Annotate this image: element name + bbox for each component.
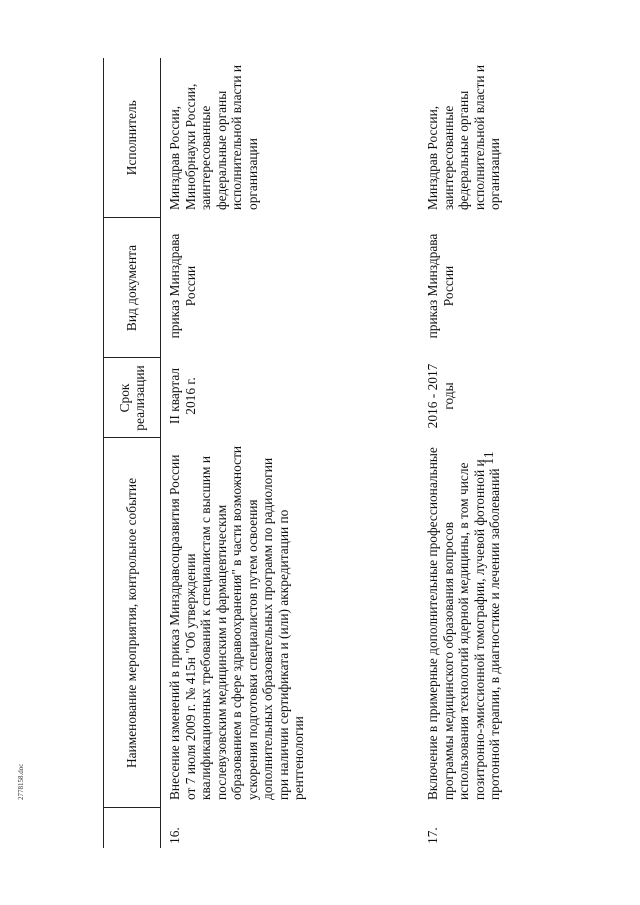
row-executor: Минздрав России, заинтересованные федеральные органы исполнительной власти и организации [425,64,502,210]
row-number: 16. [167,827,182,844]
row-name: Внесение изменений в приказ Минздравсоцразвития России от 7 июля 2009 г. № 415н "Об утверждении квалификационных требований к специалистам с высшим и послевузовским медицинским и фармацевтическим образованием в сфере здравоохранения" в части возможности ускорения подготовки специалистов путем освоения дополнительных образовательных программ по радиологии при наличии сертификата и (или) аккредитации по рентгенологии [167,445,306,800]
events-table [103,58,603,848]
rotated-table-wrapper [103,58,623,848]
page-number: 11 [482,451,497,465]
row-doc: приказ Минздрава России [167,233,198,339]
row-executor: Минздрав России, Минобрнауки России, заинтересованные федеральные органы исполнительной власти и организации [167,64,260,210]
header-term: Срок реализации [104,358,161,438]
row-number: 17. [425,827,440,844]
table-row [161,58,420,848]
header-doc: Вид документа [104,218,161,358]
header-number [104,808,161,848]
header-name: Наименование мероприятия, контрольное событие [104,438,161,808]
document-file-reference: 2778158.doc [17,763,25,800]
table-header-row [104,58,161,848]
table-row [419,58,603,848]
row-doc: приказ Минздрава России [425,233,456,339]
row-term: 2016 - 2017 годы [425,363,456,429]
row-name: Включение в примерные дополнительные профессиональные программы медицинского образования вопросов использования технологий ядерной медицины, в том числе позитронно-эмиссионной томографии, лучевой фотонной и протонной терапии, в диагностике и лечении заболеваний [425,447,502,800]
row-term: II квартал 2016 г. [167,367,198,425]
header-executor: Исполнитель [104,58,161,218]
